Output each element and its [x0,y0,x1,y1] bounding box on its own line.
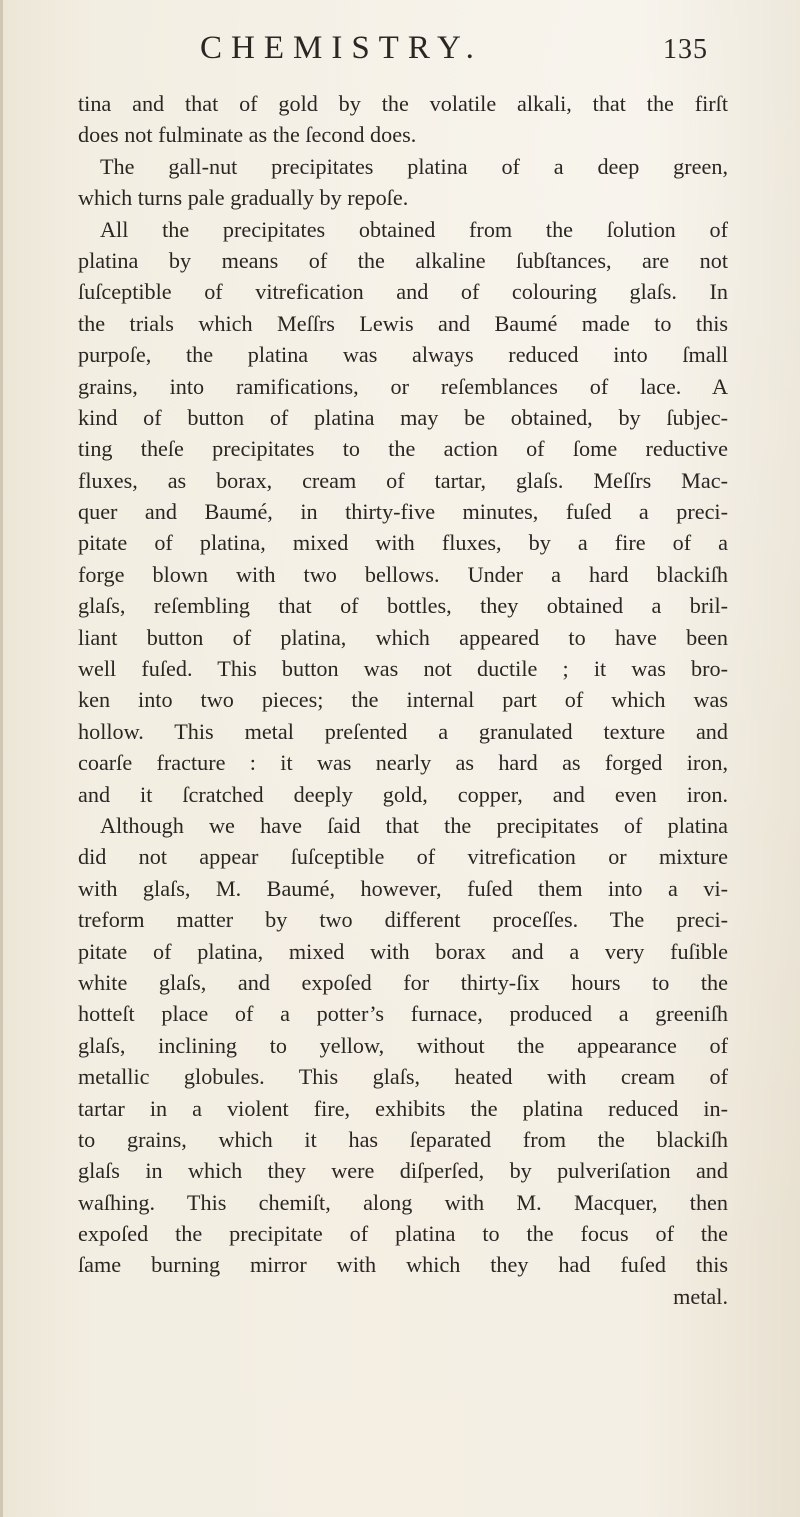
text-line: expoſed the precipitate of platina to the focus of the [78,1221,728,1247]
text-line: pitate of platina, mixed with fluxes, by a fire of a [78,530,728,556]
text-line: which turns pale gradually by repoſe. [78,185,409,211]
text-line: glaſs in which they were diſperſed, by pulveriſation and [78,1158,728,1184]
text-line: liant button of platina, which appeared to have been [78,624,728,650]
text-line: tartar in a violent fire, exhibits the platina reduced in- [78,1095,728,1121]
running-head: CHEMISTRY. [200,30,483,66]
text-line: well fuſed. This button was not ductile ; it was bro- [78,656,728,682]
text-line: All the precipitates obtained from the ſolution of [100,216,728,242]
text-line: to grains, which it has ſeparated from the blackiſh [78,1126,728,1152]
text-line: Although we have ſaid that the precipitates of platina [100,812,728,838]
text-line: white glaſs, and expoſed for thirty-ſix hours to the [78,969,728,995]
text-line: purpoſe, the platina was always reduced into ſmall [78,342,728,368]
text-line: the trials which Meſſrs Lewis and Baumé made to this [78,310,728,336]
text-line: metallic globules. This glaſs, heated with cream of [78,1064,728,1090]
text-line: ting theſe precipitates to the action of ſome reductive [78,436,728,462]
text-line: ſuſceptible of vitrefication and of colouring glaſs. In [78,279,728,305]
text-line: pitate of platina, mixed with borax and a very fuſible [78,938,728,964]
text-line: fluxes, as borax, cream of tartar, glaſs. Meſſrs Mac- [78,467,728,493]
text-line: ſame burning mirror with which they had fuſed this [78,1252,728,1278]
text-line: hollow. This metal preſented a granulated texture and [78,718,728,744]
page-number: 135 [663,34,708,65]
text-line: forge blown with two bellows. Under a hard blackiſh [78,561,728,587]
text-line: glaſs, inclining to yellow, without the appearance of [78,1032,728,1058]
text-line: tina and that of gold by the volatile alkali, that the firſt [78,91,728,116]
text-line: The gall-nut precipitates platina of a deep green, [100,153,728,179]
text-line: grains, into ramifications, or reſemblances of lace. A [78,373,728,399]
text-line: ken into two pieces; the internal part of which was [78,687,728,713]
text-line: does not fulminate as the ſecond does. [78,122,417,148]
page-edge [0,0,3,1517]
text-line: hotteſt place of a potter’s furnace, produced a greeniſh [78,1001,728,1027]
text-line: did not appear ſuſceptible of vitrefication or mixture [78,844,728,870]
text-line: platina by means of the alkaline ſubſtances, are not [78,247,728,273]
text-line: coarſe fracture : it was nearly as hard as forged iron, [78,750,728,776]
text-line: quer and Baumé, in thirty-five minutes, fuſed a preci- [78,499,728,525]
text-line: and it ſcratched deeply gold, copper, and even iron. [78,781,728,807]
text-line: waſhing. This chemiſt, along with M. Macquer, then [78,1189,728,1215]
text-line: kind of button of platina may be obtained, by ſubjec- [78,404,728,430]
text-line: with glaſs, M. Baumé, however, fuſed them into a vi- [78,875,728,901]
text-line: treform matter by two different proceſſes. The preci- [78,907,728,933]
page-header [0,30,800,70]
catchword: metal. [673,1283,728,1309]
body-text [78,88,728,1418]
text-line: glaſs, reſembling that of bottles, they obtained a bril- [78,593,728,619]
